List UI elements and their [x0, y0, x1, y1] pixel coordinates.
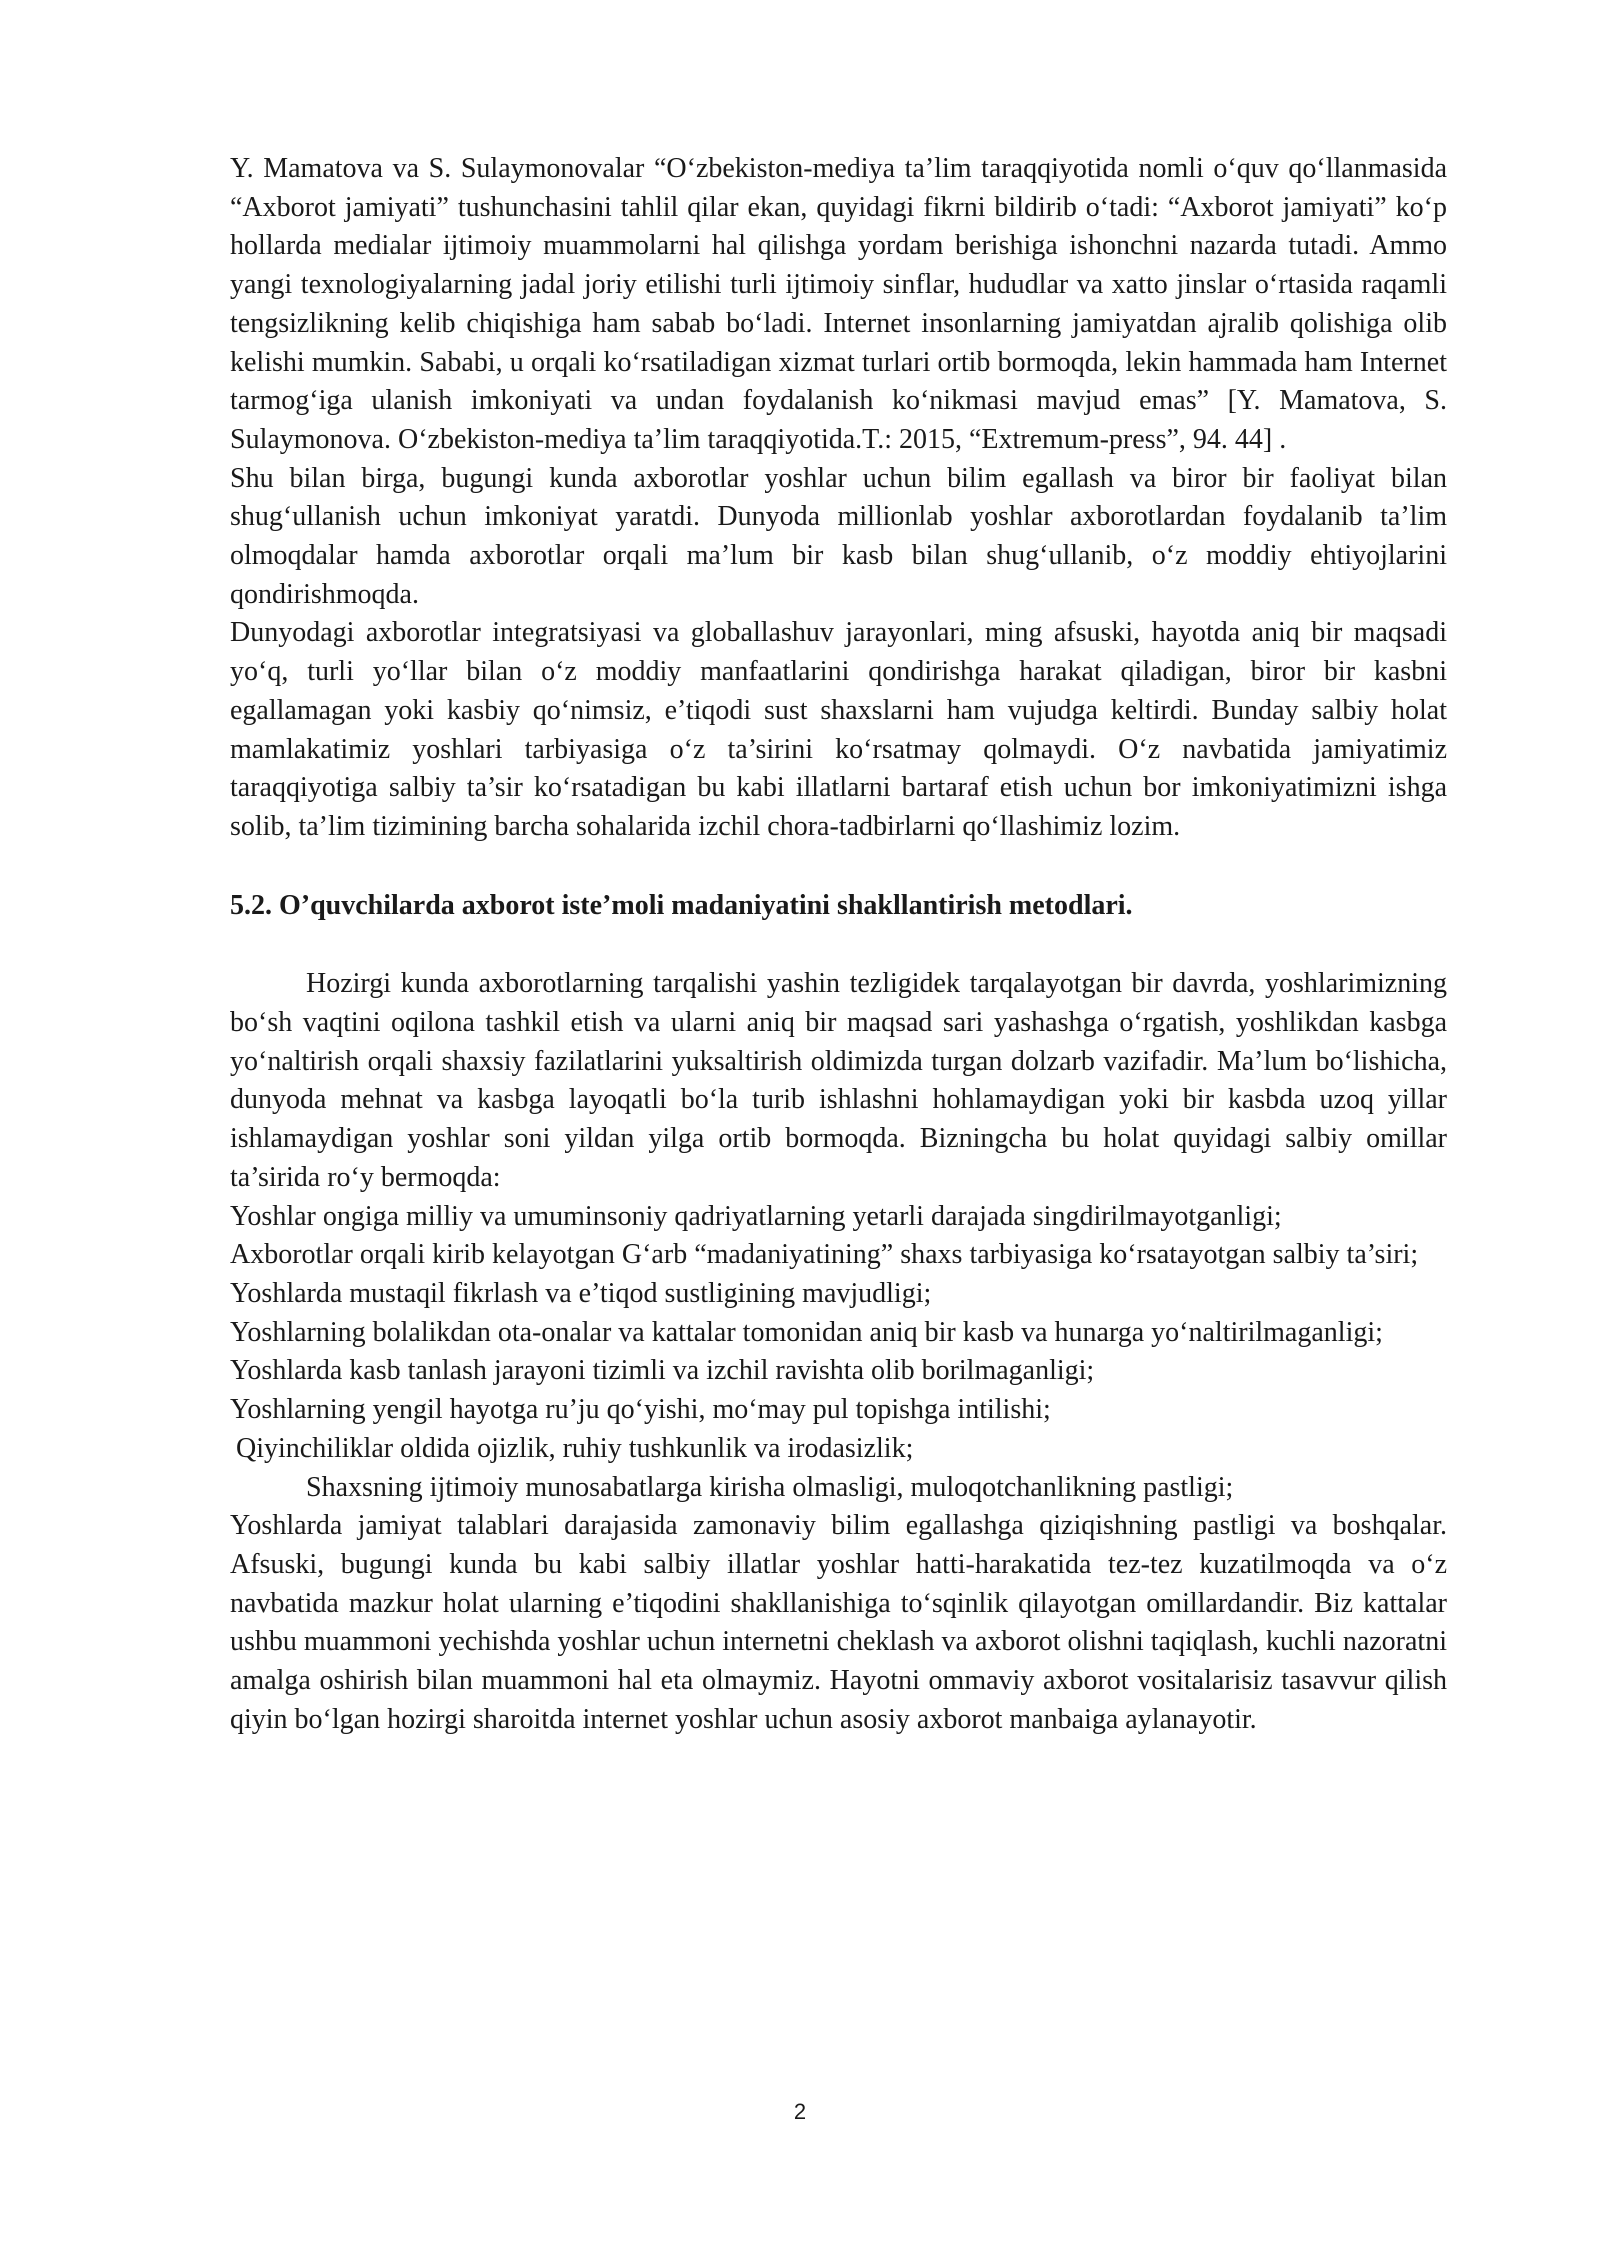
list-item-independent-thinking: Yoshlarda mustaqil fikrlash va e’tiqod sustligining mavjudligi; [230, 1277, 932, 1309]
paragraph-globalization: Dunyodagi axborotlar integratsiyasi va globallashuv jarayonlari, ming afsuski, hayotda aniq bir maqsadi yo‘q, turli yo‘llar bilan o‘z moddiy manfaatlarini qondirishga harakat qiladigan, biror bir kasbni egallamagan yoki kasbiy qo‘nimsiz, e’tiqodi sust shaxslarni ham vujudga keltirdi. Bunday salbiy holat mamlakatimiz yoshlari tarbiyasiga o‘z ta’sirini ko‘rsatmay qolmaydi. O‘z navbatida jamiyatimiz taraqqiyotiga salbiy ta’sir ko‘rsatadigan bu kabi illatlarni bartaraf etish uchun bor imkoniyatimizni ishga solib, ta’lim tizimining barcha sohalarida izchil chora-tadbirlarni qo‘llashimiz lozim. [230, 617, 1447, 842]
list-item-western-culture: Axborotlar orqali kirib kelayotgan G‘arb “madaniyatining” shaxs tarbiyasiga ko‘rsatayotgan salbiy ta’siri; [230, 1239, 1419, 1271]
list-item-easy-life: Yoshlarning yengil hayotga ru’ju qo‘yishi, mo‘may pul topishga intilishi; [230, 1394, 1051, 1426]
paragraph-mamatova-quote: Y. Mamatova va S. Sulaymonovalar “O‘zbekiston-mediya ta’lim taraqqiyotida nomli o‘quv qo‘llanmasida “Axborot jamiyati” tushunchasini tahlil qilar ekan, quyidagi fikrni bildirib o‘tadi: “Axborot jamiyati” ko‘p hollarda medialar ijtimoiy muammolarni hal qilishga yordam berishiga ishonchni nazarda tutadi. Ammo yangi texnologiyalarning jadal joriy etilishi turli ijtimoiy sinflar, hududlar va xatto jinslar o‘rtasida raqamli tengsizlikning kelib chiqishiga ham sabab bo‘ladi. Internet insonlarning jamiyatdan ajralib qolishiga olib kelishi mumkin. Sababi, u orqali ko‘rsatiladigan xizmat turlari ortib bormoqda, lekin hammada ham Internet tarmog‘iga ulanish imkoniyati va undan foydalanish ko‘nikmasi mavjud emas” [Y. Mamatova, S. Sulaymonova. O‘zbekiston-mediya ta’lim taraqqiyotida.T.: 2015, “Extremum-press”, 94. 44] . [230, 153, 1447, 455]
section-heading: 5.2. O’quvchilarda axborot iste’moli madaniyatini shakllantirish metodlari. [230, 889, 1133, 921]
paragraph-closing: Yoshlarda jamiyat talablari darajasida zamonaviy bilim egallashga qiziqishning pastligi va boshqalar. Afsuski, bugungi kunda bu kabi salbiy illatlar yoshlar hatti-harakatida tez-tez kuzatilmoqda va o‘z navbatida mazkur holat ularning e’tiqodini shakllanishiga to‘sqinlik qilayotgan omillardandir. Biz kattalar ushbu muammoni yechishda yoshlar uchun internetni cheklash va axborot olishni taqiqlash, kuchli nazoratni amalga oshirish bilan muammoni hal eta olmaymiz. Hayotni ommaviy axborot vositalarisiz tasavvur qilish qiyin bo‘lgan hozirgi sharoitda internet yoshlar uchun asosiy axborot manbaiga aylanayotir. [230, 1510, 1447, 1735]
list-item-weakness: Qiyinchiliklar oldida ojizlik, ruhiy tushkunlik va irodasizlik; [236, 1432, 914, 1464]
document-page [230, 150, 1447, 1739]
paragraph-intro: Hozirgi kunda axborotlarning tarqalishi yashin tezligidek tarqalayotgan bir davrda, yoshlarimizning bo‘sh vaqtini oqilona tashkil etish va ularni aniq bir maqsad sari yashashga o‘rgatish, yoshlikdan kasbga yo‘naltirish orqali shaxsiy fazilatlarini yuksaltirish oldimizda turgan dolzarb vazifadir. Ma’lum bo‘lishicha, dunyoda mehnat va kasbga layoqatli bo‘la turib ishlashni hohlamaydigan yoki bir kasbda uzoq yillar ishlamaydigan yoshlar soni yildan yilga ortib bormoqda. Bizningcha bu holat quyidagi salbiy omillar ta’sirida ro‘y bermoqda: [230, 968, 1447, 1193]
paragraph-information-opportunity: Shu bilan birga, bugungi kunda axborotlar yoshlar uchun bilim egallash va biror bir faoliyat bilan shug‘ullanish uchun imkoniyat yaratdi. Dunyoda millionlab yoshlar axborotlardan foydalanib ta’lim olmoqdalar hamda axborotlar orqali ma’lum bir kasb bilan shug‘ullanib, o‘z moddiy ehtiyojlarini qondirishmoqda. [230, 462, 1447, 610]
page-number: 2 [793, 2099, 807, 2124]
list-item-career-choice: Yoshlarda kasb tanlash jarayoni tizimli va izchil ravishta olib borilmaganligi; [230, 1355, 1095, 1387]
list-item-social-relations: Shaxsning ijtimoiy munosabatlarga kirisha olmasligi, muloqotchanlikning pastligi; [306, 1471, 1234, 1503]
list-item-career-guidance: Yoshlarning bolalikdan ota-onalar va kattalar tomonidan aniq bir kasb va hunarga yo‘naltirilmaganligi; [230, 1316, 1383, 1348]
list-item-values: Yoshlar ongiga milliy va umuminsoniy qadriyatlarning yetarli darajada singdirilmayotganligi; [230, 1200, 1282, 1232]
